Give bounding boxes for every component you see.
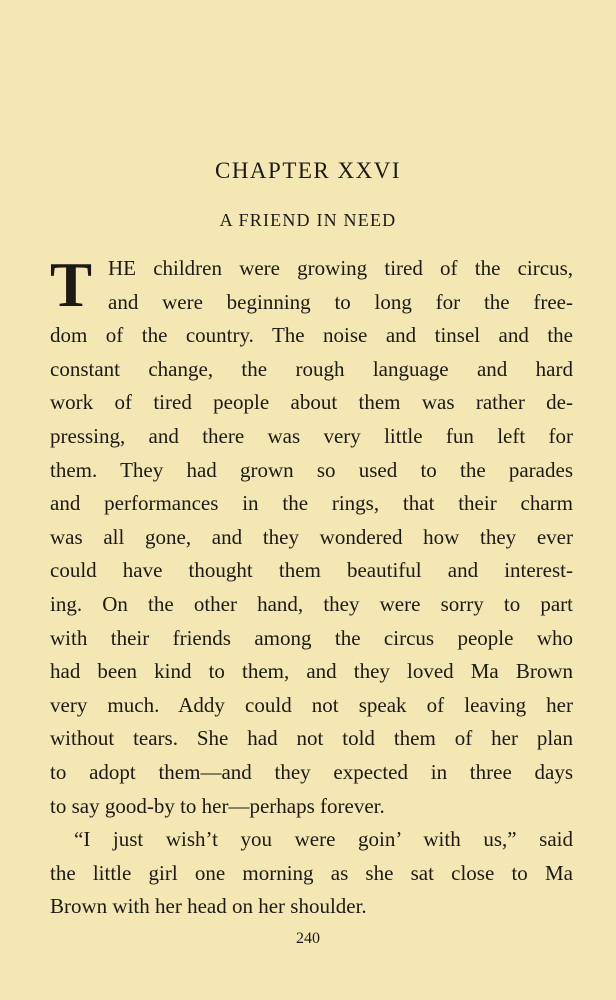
text-line: them. They had grown so used to the parades [50,457,573,482]
chapter-heading: CHAPTER XXVI [214,158,402,183]
text-line: and performances in the rings, that their charm [50,491,573,516]
text-line: could have thought them beautiful and interest- [50,558,573,583]
text-line: very much. Addy could not speak of leaving her [50,692,573,717]
page-number: 240 [296,930,320,947]
body-text [50,252,573,924]
text-line: dom of the country. The noise and tinsel and the [50,323,573,348]
text-line: HE children were growing tired of the circus, [108,256,573,280]
text-line: without tears. She had not told them of her plan [50,726,573,751]
text-line: to say good-by to her—perhaps forever. [50,793,385,818]
text-line: work of tired people about them was rather de- [50,390,573,415]
text-line: with their friends among the circus people who [50,625,573,650]
text-line: Brown with her head on her shoulder. [50,894,367,919]
text-line: to adopt them—and they expected in three days [50,759,573,784]
text-line: the little girl one morning as she sat close to Ma [50,860,573,885]
text-line: and were beginning to long for the free- [108,289,573,314]
text-line: had been kind to them, and they loved Ma Brown [50,659,573,684]
drop-cap: T [50,250,93,320]
text-line: constant change, the rough language and hard [50,356,573,381]
text-line: pressing, and there was very little fun left for [50,423,573,448]
text-line: was all gone, and they wondered how they ever [50,524,573,549]
text-line: ing. On the other hand, they were sorry to part [50,591,573,616]
text-line: “I just wish’t you were goin’ with us,” said [74,827,573,852]
chapter-title: A FRIEND IN NEED [219,210,397,230]
